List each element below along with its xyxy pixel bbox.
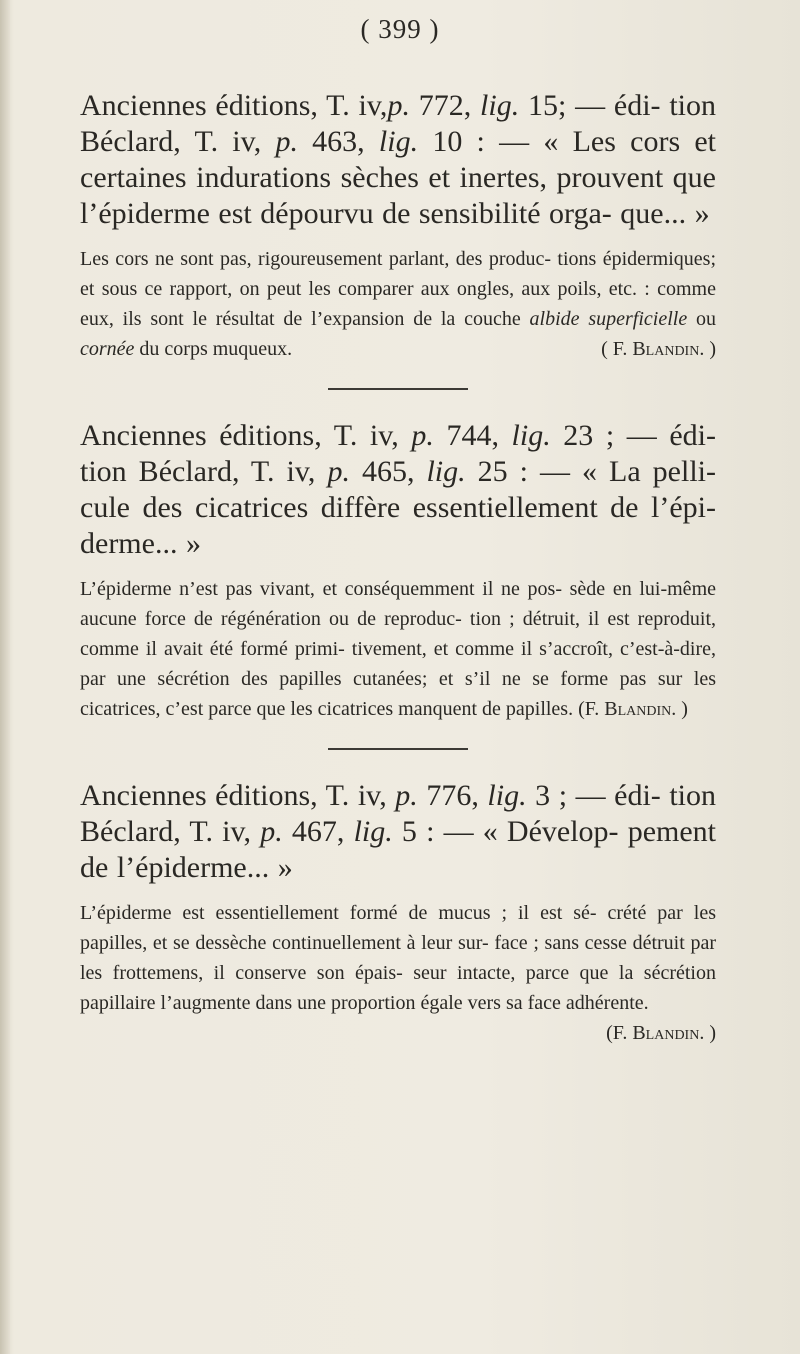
heading-text: 772, — [409, 89, 481, 122]
heading-abbrev: p. — [395, 779, 418, 812]
heading-text: 776, — [417, 779, 488, 812]
note-text: du corps muqueux. — [134, 338, 293, 360]
heading-abbrev: lig. — [511, 419, 551, 452]
page-number: ( 399 ) — [360, 14, 440, 44]
note-text: L’épiderme n’est pas vivant, et conséquemment il ne pos- sède en lui-même aucune force de régénération ou de reproduc- tion ; détruit, il est reproduit, comme il avait été formé primi- tivement, et comme il s’accroît, c’est-à-dire, par une sécrétion des papilles cutanées; et s’il ne se forme pas sur les cicatrices, c’est parce que les cicatrices manquent de papilles. — [80, 578, 716, 720]
heading-abbrev: p. — [327, 455, 350, 488]
heading-abbrev: p. — [260, 815, 283, 848]
heading-text: 10 : — « Les cors et certaines indurations sèches et inertes, prouvent que l’épiderme est dépourvu de sensibilité orga- que... » — [80, 125, 716, 230]
heading-abbrev: lig. — [378, 125, 419, 158]
signature-name: Blandin — [632, 338, 700, 360]
heading-text: Anciennes éditions, T. iv, — [80, 89, 388, 122]
entry-heading — [80, 418, 716, 562]
heading-text: 23 ; — édi- tion Béclard, T. iv, — [80, 419, 716, 488]
signature-name: Blandin — [604, 698, 672, 720]
heading-abbrev: p. — [387, 89, 410, 122]
note-emphasis: albide superficielle — [529, 308, 688, 330]
heading-text: 467, — [282, 815, 354, 848]
heading-text: 3 ; — édi- tion Béclard, T. iv, — [80, 779, 717, 848]
heading-abbrev: lig. — [480, 89, 520, 122]
heading-text: Anciennes éditions, T. iv, — [80, 419, 412, 452]
entry-note — [80, 574, 716, 724]
signature-name: Blandin — [632, 1022, 700, 1044]
page-content — [80, 88, 716, 1048]
note-signature: (F. Blandin. ) — [578, 698, 688, 720]
note-signature: ( F. Blandin. ) — [601, 338, 716, 360]
heading-abbrev: p. — [275, 125, 298, 158]
heading-text: 5 : — « Dévelop- pement de l’épiderme... » — [80, 815, 717, 884]
heading-abbrev: p. — [411, 419, 434, 452]
heading-text: Anciennes éditions, T. iv, — [80, 779, 396, 812]
entry-note — [80, 244, 716, 364]
heading-text: 744, — [433, 419, 512, 452]
entry-note — [80, 898, 716, 1044]
note-text: ou — [687, 308, 717, 330]
entry-heading — [80, 88, 716, 232]
heading-text: 25 : — « La pelli- cule des cicatrices diffère essentiellement de l’épi- derme... » — [80, 455, 716, 560]
heading-abbrev: lig. — [426, 455, 466, 488]
entry-3 — [80, 778, 716, 1048]
note-text: Les cors ne sont pas, rigoureusement parlant, des produc- tions épidermiques; et sous ce rapport, on peut les comparer aux ongles, aux poils, etc. : comme eux, ils sont le résultat de l’expansion de la couche — [80, 248, 716, 330]
heading-abbrev: lig. — [487, 779, 527, 812]
heading-text: 15; — édi- tion Béclard, T. iv, — [80, 89, 717, 158]
page-edge — [0, 0, 10, 1354]
heading-abbrev: lig. — [353, 815, 393, 848]
note-emphasis: cornée — [80, 338, 135, 360]
entry-1 — [80, 88, 716, 364]
note-text: L’épiderme est essentiellement formé de mucus ; il est sé- crété par les papilles, et se dessèche continuellement à leur sur- face ; sans cesse détruit par les frottemens, il conserve son épais- seur intacte, parce que la sécrétion papillaire l’augmente dans une proportion égale vers sa face adhérente. — [80, 902, 716, 1014]
entry-heading — [80, 778, 716, 886]
heading-text: 463, — [297, 125, 379, 158]
heading-text: 465, — [349, 455, 427, 488]
note-signature: (F. Blandin. ) — [606, 1022, 716, 1044]
entry-2 — [80, 418, 716, 724]
